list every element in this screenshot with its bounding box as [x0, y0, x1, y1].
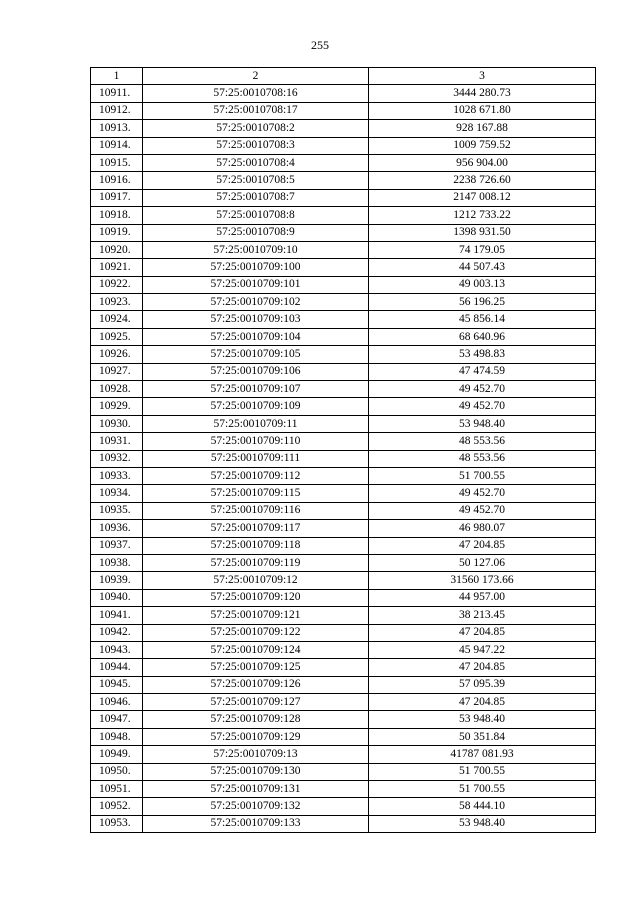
table-row	[91, 554, 596, 571]
row-number-cell: 10919.	[91, 224, 143, 241]
table-row	[91, 659, 596, 676]
cadastral-value-cell: 45 947.22	[369, 641, 596, 658]
row-number-cell: 10922.	[91, 276, 143, 293]
cadastral-number-cell: 57:25:0010709:122	[143, 624, 369, 641]
cadastral-value-cell: 48 553.56	[369, 433, 596, 450]
cadastral-number-cell: 57:25:0010709:107	[143, 381, 369, 398]
cadastral-value-cell: 56 196.25	[369, 294, 596, 311]
row-number-cell: 10917.	[91, 189, 143, 206]
cadastral-value-cell: 45 856.14	[369, 311, 596, 328]
page-number: 255	[311, 38, 329, 52]
cadastral-number-cell: 57:25:0010709:115	[143, 485, 369, 502]
row-number-cell: 10912.	[91, 102, 143, 119]
cadastral-value-cell: 47 204.85	[369, 537, 596, 554]
cadastral-number-cell: 57:25:0010709:111	[143, 450, 369, 467]
table-row	[91, 311, 596, 328]
table-row	[91, 189, 596, 206]
row-number-cell: 10916.	[91, 172, 143, 189]
cadastral-value-cell: 31560 173.66	[369, 572, 596, 589]
cadastral-number-cell: 57:25:0010709:121	[143, 607, 369, 624]
row-number-cell: 10915.	[91, 154, 143, 171]
cadastral-number-cell: 57:25:0010709:101	[143, 276, 369, 293]
row-number-cell: 10932.	[91, 450, 143, 467]
row-number-cell: 10939.	[91, 572, 143, 589]
cadastral-number-cell: 57:25:0010709:119	[143, 554, 369, 571]
cadastral-value-cell: 46 980.07	[369, 520, 596, 537]
cadastral-number-cell: 57:25:0010708:2	[143, 120, 369, 137]
table-row	[91, 415, 596, 432]
table-row	[91, 467, 596, 484]
cadastral-number-cell: 57:25:0010709:132	[143, 798, 369, 815]
cadastral-value-cell: 68 640.96	[369, 328, 596, 345]
cadastral-value-cell: 1398 931.50	[369, 224, 596, 241]
cadastral-value-cell: 50 351.84	[369, 728, 596, 745]
cadastral-number-cell: 57:25:0010709:10	[143, 241, 369, 258]
cadastral-value-cell: 53 948.40	[369, 815, 596, 832]
cadastral-number-cell: 57:25:0010708:17	[143, 102, 369, 119]
cadastral-number-cell: 57:25:0010709:125	[143, 659, 369, 676]
cadastral-value-cell: 58 444.10	[369, 798, 596, 815]
table-row	[91, 381, 596, 398]
column-header-2: 2	[143, 68, 369, 85]
cadastral-number-cell: 57:25:0010709:13	[143, 746, 369, 763]
table-row	[91, 363, 596, 380]
row-number-cell: 10925.	[91, 328, 143, 345]
cadastral-value-cell: 1212 733.22	[369, 207, 596, 224]
row-number-cell: 10943.	[91, 641, 143, 658]
row-number-cell: 10918.	[91, 207, 143, 224]
cadastral-value-cell: 49 452.70	[369, 502, 596, 519]
row-number-cell: 10946.	[91, 694, 143, 711]
row-number-cell: 10931.	[91, 433, 143, 450]
cadastral-value-cell: 47 474.59	[369, 363, 596, 380]
cadastral-number-cell: 57:25:0010708:3	[143, 137, 369, 154]
table-row	[91, 398, 596, 415]
table-row	[91, 520, 596, 537]
row-number-cell: 10948.	[91, 728, 143, 745]
table-row	[91, 763, 596, 780]
cadastral-number-cell: 57:25:0010708:16	[143, 85, 369, 102]
cadastral-number-cell: 57:25:0010708:7	[143, 189, 369, 206]
row-number-cell: 10933.	[91, 467, 143, 484]
cadastral-value-cell: 956 904.00	[369, 154, 596, 171]
cadastral-number-cell: 57:25:0010709:128	[143, 711, 369, 728]
cadastral-value-cell: 47 204.85	[369, 659, 596, 676]
row-number-cell: 10953.	[91, 815, 143, 832]
cadastral-number-cell: 57:25:0010708:9	[143, 224, 369, 241]
table-row	[91, 346, 596, 363]
table-row	[91, 450, 596, 467]
cadastral-number-cell: 57:25:0010709:133	[143, 815, 369, 832]
cadastral-value-cell: 3444 280.73	[369, 85, 596, 102]
table-row	[91, 676, 596, 693]
table-row	[91, 572, 596, 589]
cadastral-number-cell: 57:25:0010709:103	[143, 311, 369, 328]
cadastral-value-cell: 1009 759.52	[369, 137, 596, 154]
cadastral-value-cell: 51 700.55	[369, 467, 596, 484]
cadastral-value-cell: 50 127.06	[369, 554, 596, 571]
cadastral-number-cell: 57:25:0010709:124	[143, 641, 369, 658]
table-row	[91, 259, 596, 276]
cadastral-value-table	[90, 67, 596, 833]
row-number-cell: 10935.	[91, 502, 143, 519]
row-number-cell: 10949.	[91, 746, 143, 763]
row-number-cell: 10944.	[91, 659, 143, 676]
row-number-cell: 10942.	[91, 624, 143, 641]
cadastral-number-cell: 57:25:0010709:127	[143, 694, 369, 711]
cadastral-value-cell: 49 452.70	[369, 381, 596, 398]
cadastral-value-cell: 53 498.83	[369, 346, 596, 363]
table-row	[91, 589, 596, 606]
row-number-cell: 10920.	[91, 241, 143, 258]
cadastral-number-cell: 57:25:0010709:116	[143, 502, 369, 519]
cadastral-number-cell: 57:25:0010709:118	[143, 537, 369, 554]
table-row	[91, 798, 596, 815]
table-row	[91, 502, 596, 519]
row-number-cell: 10952.	[91, 798, 143, 815]
cadastral-number-cell: 57:25:0010709:109	[143, 398, 369, 415]
table-row	[91, 154, 596, 171]
row-number-cell: 10928.	[91, 381, 143, 398]
cadastral-value-cell: 57 095.39	[369, 676, 596, 693]
cadastral-value-cell: 928 167.88	[369, 120, 596, 137]
table-row	[91, 102, 596, 119]
cadastral-value-cell: 47 204.85	[369, 624, 596, 641]
table-row	[91, 276, 596, 293]
table-row	[91, 728, 596, 745]
cadastral-value-cell: 47 204.85	[369, 694, 596, 711]
cadastral-value-cell: 53 948.40	[369, 415, 596, 432]
table-row	[91, 746, 596, 763]
cadastral-number-cell: 57:25:0010709:131	[143, 781, 369, 798]
table-row	[91, 328, 596, 345]
row-number-cell: 10936.	[91, 520, 143, 537]
cadastral-number-cell: 57:25:0010709:105	[143, 346, 369, 363]
cadastral-value-cell: 41787 081.93	[369, 746, 596, 763]
cadastral-number-cell: 57:25:0010709:117	[143, 520, 369, 537]
cadastral-value-cell: 49 452.70	[369, 398, 596, 415]
row-number-cell: 10929.	[91, 398, 143, 415]
row-number-cell: 10930.	[91, 415, 143, 432]
table-row	[91, 85, 596, 102]
cadastral-value-cell: 2238 726.60	[369, 172, 596, 189]
cadastral-value-cell: 49 452.70	[369, 485, 596, 502]
row-number-cell: 10947.	[91, 711, 143, 728]
cadastral-number-cell: 57:25:0010709:102	[143, 294, 369, 311]
table-row	[91, 781, 596, 798]
row-number-cell: 10951.	[91, 781, 143, 798]
table-row	[91, 207, 596, 224]
row-number-cell: 10913.	[91, 120, 143, 137]
column-header-3: 3	[369, 68, 596, 85]
cadastral-number-cell: 57:25:0010708:8	[143, 207, 369, 224]
row-number-cell: 10940.	[91, 589, 143, 606]
row-number-cell: 10950.	[91, 763, 143, 780]
row-number-cell: 10934.	[91, 485, 143, 502]
cadastral-number-cell: 57:25:0010709:129	[143, 728, 369, 745]
table-row	[91, 224, 596, 241]
cadastral-value-cell: 38 213.45	[369, 607, 596, 624]
cadastral-number-cell: 57:25:0010709:112	[143, 467, 369, 484]
cadastral-number-cell: 57:25:0010709:100	[143, 259, 369, 276]
cadastral-number-cell: 57:25:0010709:130	[143, 763, 369, 780]
row-number-cell: 10941.	[91, 607, 143, 624]
table-body	[91, 85, 596, 833]
table-row	[91, 294, 596, 311]
cadastral-value-cell: 1028 671.80	[369, 102, 596, 119]
cadastral-value-cell: 2147 008.12	[369, 189, 596, 206]
table-row	[91, 711, 596, 728]
row-number-cell: 10945.	[91, 676, 143, 693]
cadastral-number-cell: 57:25:0010709:120	[143, 589, 369, 606]
table-row	[91, 241, 596, 258]
table-row	[91, 137, 596, 154]
row-number-cell: 10927.	[91, 363, 143, 380]
cadastral-number-cell: 57:25:0010709:110	[143, 433, 369, 450]
row-number-cell: 10937.	[91, 537, 143, 554]
table-header-row	[91, 68, 596, 85]
table-row	[91, 485, 596, 502]
table-row	[91, 607, 596, 624]
cadastral-value-cell: 74 179.05	[369, 241, 596, 258]
cadastral-number-cell: 57:25:0010708:5	[143, 172, 369, 189]
table-row	[91, 624, 596, 641]
table-row	[91, 120, 596, 137]
cadastral-number-cell: 57:25:0010709:12	[143, 572, 369, 589]
table-row	[91, 815, 596, 832]
row-number-cell: 10923.	[91, 294, 143, 311]
cadastral-number-cell: 57:25:0010709:106	[143, 363, 369, 380]
cadastral-value-cell: 51 700.55	[369, 781, 596, 798]
cadastral-number-cell: 57:25:0010709:126	[143, 676, 369, 693]
row-number-cell: 10914.	[91, 137, 143, 154]
cadastral-value-cell: 44 507.43	[369, 259, 596, 276]
table-row	[91, 172, 596, 189]
row-number-cell: 10911.	[91, 85, 143, 102]
column-header-1: 1	[91, 68, 143, 85]
cadastral-number-cell: 57:25:0010709:104	[143, 328, 369, 345]
row-number-cell: 10921.	[91, 259, 143, 276]
cadastral-value-cell: 51 700.55	[369, 763, 596, 780]
cadastral-value-cell: 44 957.00	[369, 589, 596, 606]
table-row	[91, 694, 596, 711]
table-row	[91, 433, 596, 450]
cadastral-value-cell: 49 003.13	[369, 276, 596, 293]
cadastral-number-cell: 57:25:0010709:11	[143, 415, 369, 432]
row-number-cell: 10938.	[91, 554, 143, 571]
row-number-cell: 10924.	[91, 311, 143, 328]
cadastral-number-cell: 57:25:0010708:4	[143, 154, 369, 171]
cadastral-value-cell: 48 553.56	[369, 450, 596, 467]
table-row	[91, 537, 596, 554]
row-number-cell: 10926.	[91, 346, 143, 363]
table-row	[91, 641, 596, 658]
cadastral-value-cell: 53 948.40	[369, 711, 596, 728]
